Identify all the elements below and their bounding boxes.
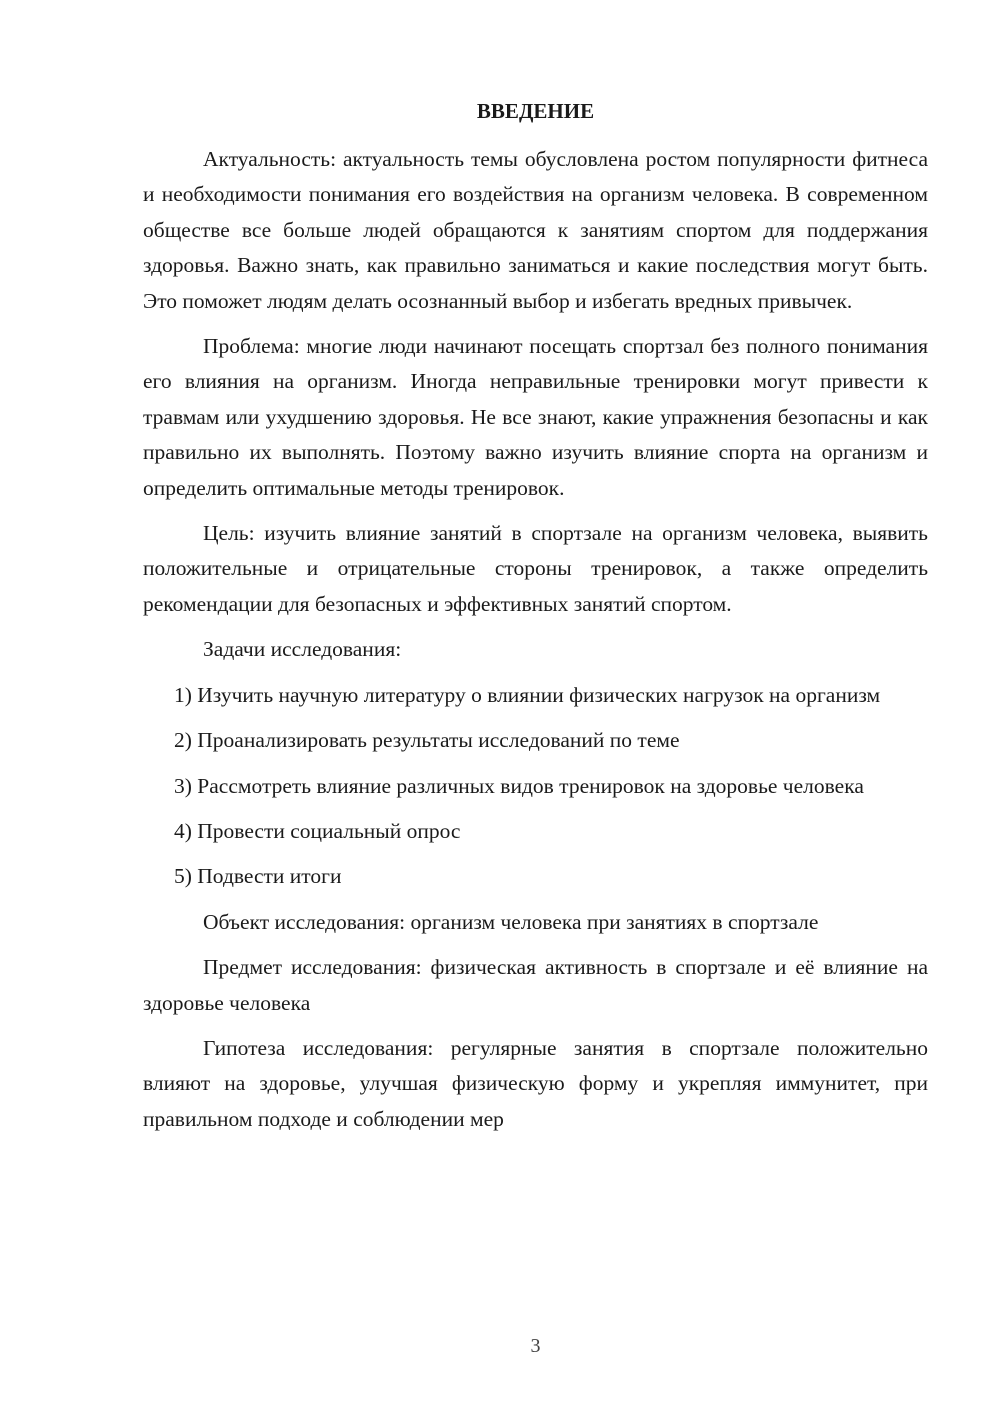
task-item: 5) Подвести итоги [174, 864, 342, 889]
paragraph-goal: Цель: изучить влияние занятий в спортзале на организм человека, выявить положительные и отрицательные стороны тренировок, а также определить рекомендации для безопасных и эффективных занятий спортом. [143, 521, 928, 616]
task-item: 3) Рассмотреть влияние различных видов тренировок на здоровье человека [174, 773, 864, 798]
task-item: 1) Изучить научную литературу о влиянии физических нагрузок на организм [174, 682, 881, 707]
task-item: 2) Проанализировать результаты исследований по теме [174, 728, 680, 753]
paragraph-hypothesis: Гипотеза исследования: регулярные занятия в спортзале положительно влияют на здоровье, улучшая физическую форму и укрепляя иммунитет, при правильном подходе и соблюдении мер [143, 1035, 928, 1131]
paragraph-relevance: Актуальность: актуальность темы обусловлена ростом популярности фитнеса и необходимости понимания его воздействия на организм человека. В современном обществе все больше людей обращаются к занятиям спортом для поддержания здоровья. Важно знать, как правильно заниматься и какие последствия могут быть. Это поможет людям делать осознанный выбор и избегать вредных привычек. [143, 147, 928, 313]
task-item: 4) Провести социальный опрос [174, 818, 461, 843]
paragraph-tasks-heading: Задачи исследования: [203, 637, 402, 662]
section-title: ВВЕДЕНИЕ [476, 99, 595, 123]
page-number: 3 [530, 1335, 541, 1357]
paragraph-subject: Предмет исследования: физическая активность в спортзале и её влияние на здоровье человека [143, 955, 928, 1015]
paragraph-object: Объект исследования: организм человека при занятиях в спортзале [203, 909, 819, 934]
paragraph-problem: Проблема: многие люди начинают посещать спортзал без полного понимания его влияния на организм. Иногда неправильные тренировки могут привести к травмам или ухудшению здоровья. Не все знают, какие упражнения безопасны и как правильно их выполнять. Поэтому важно изучить влияние спорта на организм и определить оптимальные методы тренировок. [143, 334, 928, 500]
document-body [143, 142, 928, 1147]
